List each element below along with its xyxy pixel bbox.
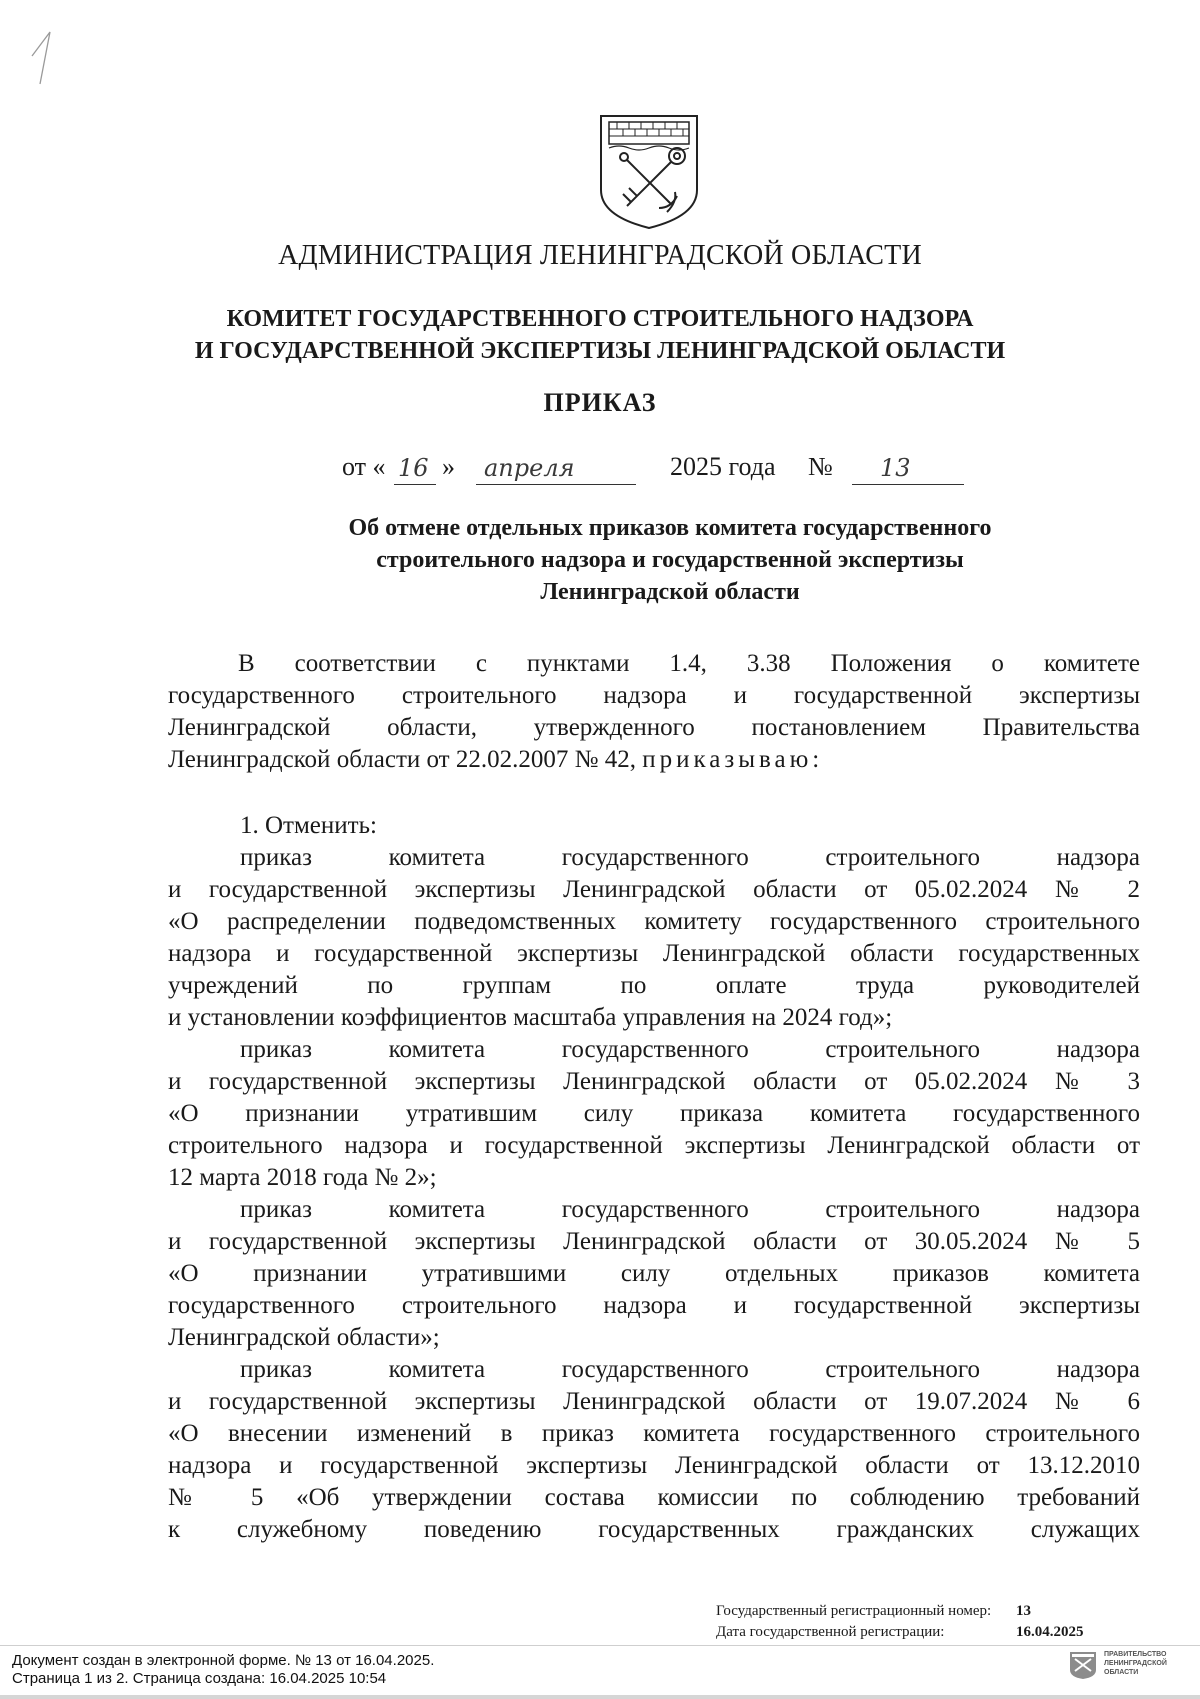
month-underline [476,484,636,485]
electronic-document-footer [0,1645,1200,1699]
footer-org-line: ОБЛАСТИ [1104,1669,1139,1676]
order-line: и государственной экспертизы Ленинградской области от 05.02.2024 № 3 [168,1068,1140,1095]
order-line: приказ комитета государственного строительного надзора [240,1196,1140,1223]
handwritten-month: апреля [484,454,575,482]
order-line: учреждений по группам по оплате труда руководителей [168,972,1140,999]
registration-date-value: 16.04.2025 [1016,1624,1084,1640]
registration-date-label: Дата государственной регистрации: [716,1624,945,1640]
committee-title-line: И ГОСУДАРСТВЕННОЙ ЭКСПЕРТИЗЫ ЛЕНИНГРАДСКОЙ ОБЛАСТИ [194,338,1006,364]
order-line: и государственной экспертизы Ленинградской области от 05.02.2024 № 2 [168,876,1140,903]
order-line: 12 марта 2018 года № 2»; [168,1164,437,1191]
handwritten-page-mark [28,28,58,88]
document-type-title: ПРИКАЗ [543,388,657,417]
order-subject [240,512,1100,608]
order-line: «О внесении изменений в приказ комитета государственного строительного [168,1420,1140,1447]
committee-title-line: КОМИТЕТ ГОСУДАРСТВЕННОГО СТРОИТЕЛЬНОГО НАДЗОРА [226,306,974,332]
subject-line: Ленинградской области [540,579,800,605]
footer-org-line: ЛЕНИНГРАДСКОЙ [1104,1660,1167,1667]
preamble-line: государственного строительного надзора и государственной экспертизы [168,682,1140,709]
preamble-last-text: Ленинградской области от 22.02.2007 № 42, [168,746,636,773]
footer-line: Документ создан в электронной форме. № 13 от 16.04.2025. [12,1652,435,1669]
registration-date-row [716,1622,1084,1643]
order-line: надзора и государственной экспертизы Ленинградской области от 13.12.2010 [168,1452,1140,1479]
handwritten-order-number: 13 [880,454,911,482]
registration-block [716,1601,1084,1643]
number-underline [852,484,964,485]
date-close-quote: » [442,452,455,481]
subject-line: строительного надзора и государственной экспертизы [376,547,964,573]
order-line: приказ комитета государственного строительного надзора [240,844,1140,871]
registration-number-label: Государственный регистрационный номер: [716,1603,992,1619]
footer-text [12,1652,434,1688]
registration-number-row [716,1601,1031,1622]
government-logo-icon [1068,1650,1098,1680]
order-line: строительного надзора и государственной экспертизы Ленинградской области от [168,1132,1140,1159]
coat-of-arms-icon [597,112,701,230]
number-sign: № [808,452,833,481]
order-line: приказ комитета государственного строительного надзора [240,1036,1140,1063]
year-text: 2025 года [670,452,776,481]
day-underline [394,484,436,485]
subject-line: Об отмене отдельных приказов комитета государственного [348,515,992,541]
registration-number-value: 13 [1016,1603,1031,1619]
order-line: № 5 «Об утверждении состава комиссии по соблюдению требований [168,1484,1140,1511]
order-line: приказ комитета государственного строительного надзора [240,1356,1140,1383]
order-line: и установлении коэффициентов масштаба управления на 2024 год»; [168,1004,893,1031]
footer-line: Страница 1 из 2. Страница создана: 16.04.2025 10:54 [12,1670,387,1687]
item-1-heading: 1. Отменить: [240,812,377,839]
footer-bottom-bar [0,1695,1200,1699]
administration-title: АДМИНИСТРАЦИЯ ЛЕНИНГРАДСКОЙ ОБЛАСТИ [278,240,922,271]
order-word: приказываю: [642,746,824,773]
item-1 [168,810,1140,1546]
preamble-paragraph [168,648,1140,776]
footer-org-line: ПРАВИТЕЛЬСТВО [1104,1651,1167,1658]
order-line: и государственной экспертизы Ленинградской области от 30.05.2024 № 5 [168,1228,1140,1255]
footer-organization [1104,1650,1194,1677]
order-line: и государственной экспертизы Ленинградской области от 19.07.2024 № 6 [168,1388,1140,1415]
preamble-line: В соответствии с пунктами 1.4, 3.38 Положения о комитете [238,650,1140,677]
committee-title [0,303,1200,367]
order-line: «О распределении подведомственных комитету государственного строительного [168,908,1140,935]
order-line: «О признании утратившим силу приказа комитета государственного [168,1100,1140,1127]
order-line: Ленинградской области»; [168,1324,440,1351]
preamble-line: Ленинградской области, утвержденного постановлением Правительства [168,714,1140,741]
order-line: надзора и государственной экспертизы Ленинградской области государственных [168,940,1140,967]
date-prefix: от « [342,452,386,481]
order-line: к служебному поведению государственных гражданских служащих [168,1516,1140,1543]
preamble-last-line [168,744,1140,776]
order-line: государственного строительного надзора и государственной экспертизы [168,1292,1140,1319]
handwritten-day: 16 [398,454,429,482]
order-line: «О признании утратившими силу отдельных приказов комитета [168,1260,1140,1287]
